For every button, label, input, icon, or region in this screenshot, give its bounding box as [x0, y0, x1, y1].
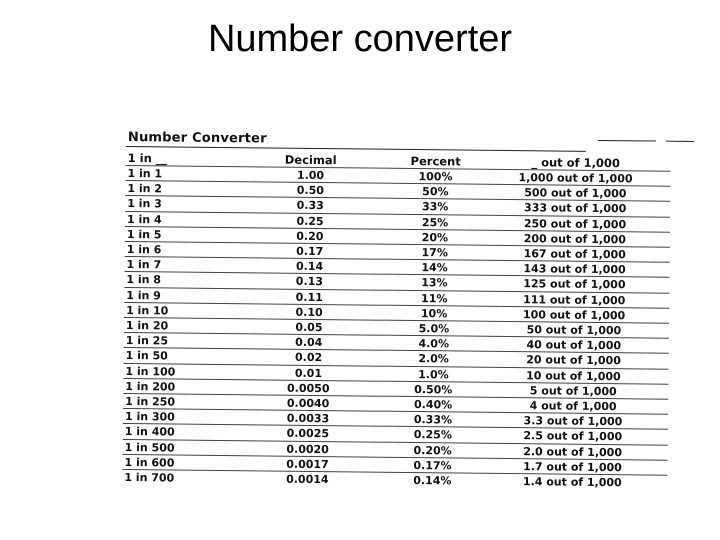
cell-decimal: 0.0025	[286, 427, 330, 441]
cell-ratio: 1 in 250	[125, 395, 176, 409]
cell-ratio: 1 in 400	[124, 425, 175, 439]
cell-percent: 5.0%	[418, 322, 450, 336]
cell-decimal: 0.0020	[286, 442, 329, 456]
cell-percent: 14%	[421, 261, 448, 275]
column-header-ratio: 1 in __	[127, 150, 168, 165]
cell-ratio: 1 in 6	[126, 243, 162, 257]
cell-ratio: 1 in 3	[127, 197, 162, 211]
cell-per-thousand: 4 out of 1,000	[529, 399, 617, 414]
cell-decimal: 0.33	[296, 199, 324, 213]
cell-per-thousand: 111 out of 1,000	[523, 292, 626, 307]
cell-percent: 17%	[421, 246, 448, 260]
cell-percent: 100%	[418, 170, 453, 184]
cell-per-thousand: 250 out of 1,000	[523, 216, 627, 231]
cell-per-thousand: 20 out of 1,000	[526, 353, 621, 368]
scanned-table-image	[122, 130, 686, 490]
cell-decimal: 0.02	[294, 351, 323, 365]
cell-per-thousand: 1.4 out of 1,000	[522, 475, 622, 490]
cell-percent: 20%	[421, 230, 449, 245]
cell-ratio: 1 in 50	[125, 349, 168, 363]
cell-percent: 13%	[421, 276, 448, 290]
cell-per-thousand: 10 out of 1,000	[526, 368, 621, 383]
cell-per-thousand: 167 out of 1,000	[523, 247, 626, 262]
cell-percent: 33%	[421, 200, 449, 214]
cell-percent: 1.0%	[418, 367, 449, 381]
column-header-percent: Percent	[410, 153, 461, 169]
cell-percent: 10%	[420, 306, 448, 321]
column-header-decimal: Decimal	[284, 152, 337, 167]
cell-per-thousand: 2.5 out of 1,000	[523, 429, 623, 444]
decorative-rule	[598, 140, 656, 142]
cell-decimal: 0.01	[294, 366, 323, 380]
cell-per-thousand: 1.7 out of 1,000	[523, 459, 622, 475]
cell-ratio: 1 in 200	[125, 379, 176, 394]
cell-percent: 50%	[422, 185, 449, 199]
cell-decimal: 0.0014	[286, 472, 329, 487]
cell-decimal: 0.13	[295, 275, 324, 289]
cell-ratio: 1 in 8	[126, 273, 162, 287]
table-heading: Number Converter	[127, 130, 267, 147]
cell-percent: 0.14%	[413, 474, 452, 488]
cell-percent: 4.0%	[418, 337, 450, 351]
cell-per-thousand: 1,000 out of 1,000	[518, 171, 633, 186]
cell-ratio: 1 in 500	[124, 440, 175, 455]
cell-ratio: 1 in 700	[124, 471, 175, 485]
cell-percent: 0.40%	[413, 398, 453, 412]
cell-percent: 25%	[421, 215, 449, 229]
cell-ratio: 1 in 20	[125, 319, 169, 333]
cell-ratio: 1 in 7	[126, 258, 162, 272]
cell-ratio: 1 in 9	[126, 288, 161, 302]
cell-decimal: 0.20	[296, 229, 324, 243]
cell-decimal: 0.04	[295, 335, 323, 350]
cell-ratio: 1 in 25	[125, 334, 169, 348]
cell-percent: 0.50%	[414, 382, 453, 397]
cell-per-thousand: 500 out of 1,000	[524, 186, 627, 201]
cell-decimal: 1.00	[296, 168, 325, 183]
cell-per-thousand: 2.0 out of 1,000	[523, 444, 623, 459]
cell-decimal: 0.14	[295, 259, 324, 274]
cell-percent: 0.20%	[413, 443, 452, 458]
cell-per-thousand: 200 out of 1,000	[523, 231, 627, 247]
cell-decimal: 0.10	[295, 305, 323, 319]
cell-decimal: 0.0017	[286, 457, 329, 471]
cell-per-thousand: 333 out of 1,000	[524, 201, 627, 216]
cell-decimal: 0.50	[296, 183, 325, 198]
cell-per-thousand: 5 out of 1,000	[529, 384, 617, 398]
cell-per-thousand: 3.3 out of 1,000	[523, 414, 623, 429]
cell-decimal: 0.17	[296, 244, 324, 259]
cell-decimal: 0.0040	[286, 396, 330, 411]
cell-decimal: 0.11	[295, 290, 323, 304]
cell-decimal: 0.0050	[287, 381, 330, 395]
cell-percent: 0.17%	[413, 458, 452, 473]
cell-percent: 11%	[421, 291, 448, 305]
cell-ratio: 1 in 4	[126, 212, 162, 226]
cell-decimal: 0.25	[296, 214, 324, 228]
decorative-rule	[666, 141, 694, 142]
cell-per-thousand: 143 out of 1,000	[523, 262, 626, 277]
cell-per-thousand: 100 out of 1,000	[522, 307, 626, 323]
cell-ratio: 1 in 5	[126, 227, 162, 242]
cell-ratio: 1 in 10	[126, 303, 169, 318]
cell-ratio: 1 in 2	[127, 182, 163, 196]
cell-percent: 2.0%	[418, 352, 449, 366]
cell-per-thousand: 125 out of 1,000	[523, 277, 626, 292]
slide-title: Number converter	[207, 18, 513, 60]
cell-decimal: 0.0033	[286, 411, 330, 426]
cell-ratio: 1 in 300	[124, 410, 175, 424]
cell-percent: 0.25%	[413, 428, 452, 442]
column-header-per-thousand: _ out of 1,000	[531, 154, 621, 170]
cell-decimal: 0.05	[295, 320, 323, 335]
cell-percent: 0.33%	[413, 413, 453, 427]
cell-ratio: 1 in 600	[124, 455, 175, 470]
cell-ratio: 1 in 100	[125, 364, 176, 379]
cell-per-thousand: 50 out of 1,000	[526, 323, 622, 338]
cell-ratio: 1 in 1	[127, 167, 163, 181]
cell-per-thousand: 40 out of 1,000	[526, 338, 622, 353]
